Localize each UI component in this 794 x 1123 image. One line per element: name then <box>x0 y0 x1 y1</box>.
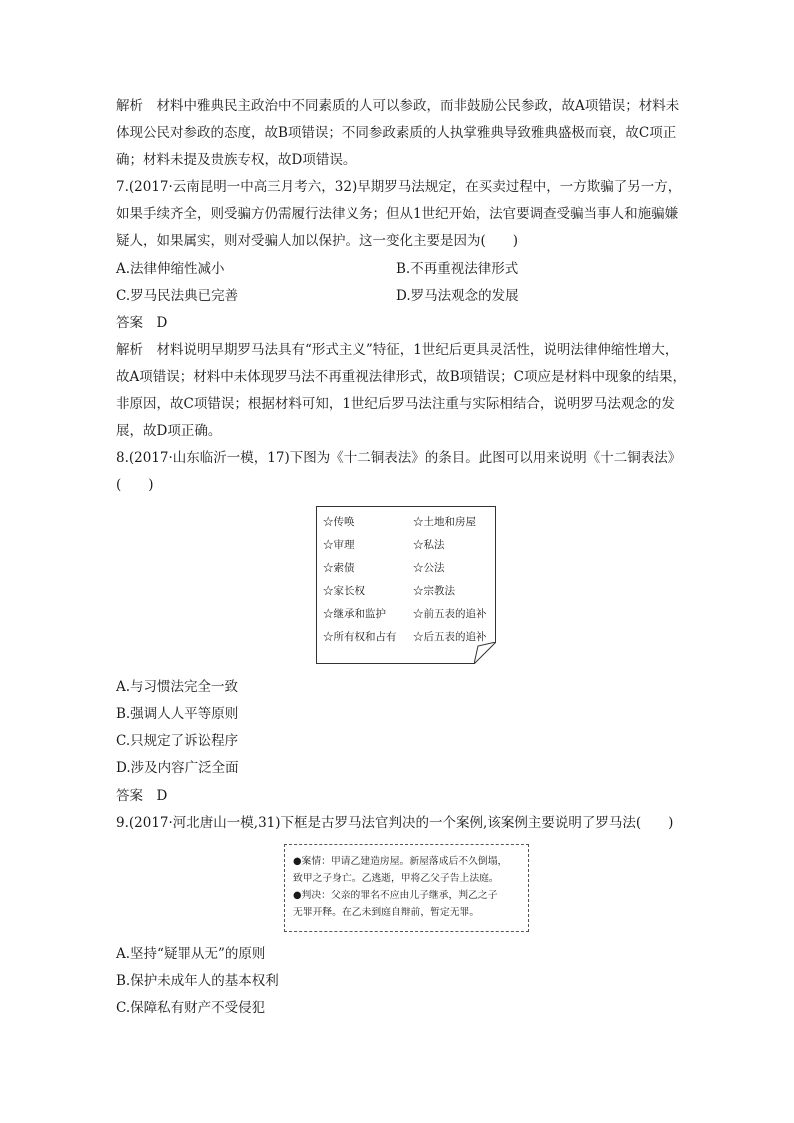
q7-analysis-line-4: 展，故D项正确。 <box>116 423 222 439</box>
page-curl-icon <box>474 642 496 664</box>
q9-option-b: B.保护未成年人的基本权利 <box>116 973 279 989</box>
q8-answer: 答案 D <box>116 788 168 804</box>
q7-option-a: A.法律伸缩性减小 <box>116 261 225 277</box>
q8-option-a: A.与习惯法完全一致 <box>116 679 239 695</box>
q7-stem-line-1: 7.(2017·云南昆明一中高三月考六，32)早期罗马法规定，在买卖过程中，一方欺骗了另一方， <box>116 179 682 195</box>
q7-stem-line-2: 如果手续齐全，则受骗方仍需履行法律义务；但从1世纪开始，法官要调查受骗当事人和施骗嫌 <box>116 206 679 222</box>
q9-stem-line-1: 9.(2017·河北唐山一模,31)下框是古罗马法官判决的一个案例,该案例主要说明了罗马法( ) <box>116 815 674 831</box>
q8-stem-line-2: ( ) <box>116 477 154 493</box>
q7-stem-line-3: 疑人，如果属实，则对受骗人加以保护。这一变化主要是因为( ) <box>116 233 519 249</box>
table-item: ☆后五表的追补 <box>413 631 487 643</box>
case-line-3: ●判决：父亲的罪名不应由儿子继承，判乙之子 <box>293 890 498 901</box>
q6-analysis-line-1: 解析 材料中雅典民主政治中不同素质的人可以参政，而非鼓励公民参政，故A项错误；材料未 <box>116 98 680 114</box>
q7-analysis-line-2: 故A项错误；材料中未体现罗马法不再重视法律形式，故B项错误；C项应是材料中现象的结果， <box>116 369 686 385</box>
q7-option-b: B.不再重视法律形式 <box>396 261 519 277</box>
table-item: ☆宗教法 <box>413 585 455 597</box>
q6-analysis-line-3: 确；材料未提及贵族专权，故D项错误。 <box>116 152 357 168</box>
q6-analysis-line-2: 体现公民对参政的态度，故B项错误；不同参政素质的人执掌雅典导致雅典盛极而衰，故C项正 <box>116 125 677 141</box>
table-item: ☆所有权和占有 <box>323 631 397 643</box>
table-item: ☆审理 <box>323 539 355 551</box>
table-item: ☆索债 <box>323 562 355 574</box>
case-line-2: 致甲之子身亡。乙逃逝，甲将乙父子告上法庭。 <box>293 873 499 884</box>
case-line-4: 无罪开释。在乙未到庭自辩前，暂定无罪。 <box>293 907 480 918</box>
table-item: ☆公法 <box>413 562 445 574</box>
q9-option-c: C.保障私有财产不受侵犯 <box>116 1000 266 1016</box>
q8-option-c: C.只规定了诉讼程序 <box>116 733 239 749</box>
table-item: ☆前五表的追补 <box>413 608 487 620</box>
q7-analysis-line-3: 非原因，故C项错误；根据材料可知，1世纪后罗马法注重与实际相结合，说明罗马法观念的发 <box>116 396 675 412</box>
twelve-tables-figure <box>316 506 496 664</box>
table-item: ☆家长权 <box>323 585 365 597</box>
case-line-1: ●案情：甲请乙建造房屋。新屋落成后不久倒塌， <box>293 856 508 867</box>
table-item: ☆传唤 <box>323 516 355 528</box>
q7-option-c: C.罗马民法典已完善 <box>116 288 239 304</box>
q8-stem-line-1: 8.(2017·山东临沂一模，17)下图为《十二铜表法》的条目。此图可以用来说明《十二铜表法》 <box>116 450 682 466</box>
q7-option-d: D.罗马法观念的发展 <box>396 288 519 304</box>
table-item: ☆土地和房屋 <box>413 516 476 528</box>
q7-answer: 答案 D <box>116 315 168 331</box>
roman-case-box <box>284 844 529 932</box>
q8-option-b: B.强调人人平等原则 <box>116 706 239 722</box>
q7-analysis-line-1: 解析 材料说明早期罗马法具有“形式主义”特征，1世纪后更具灵活性，说明法律伸缩性增大， <box>116 342 679 358</box>
q8-option-d: D.涉及内容广泛全面 <box>116 760 239 776</box>
q9-option-a: A.坚持“疑罪从无”的原则 <box>116 946 266 962</box>
table-item: ☆继承和监护 <box>323 608 386 620</box>
table-item: ☆私法 <box>413 539 445 551</box>
